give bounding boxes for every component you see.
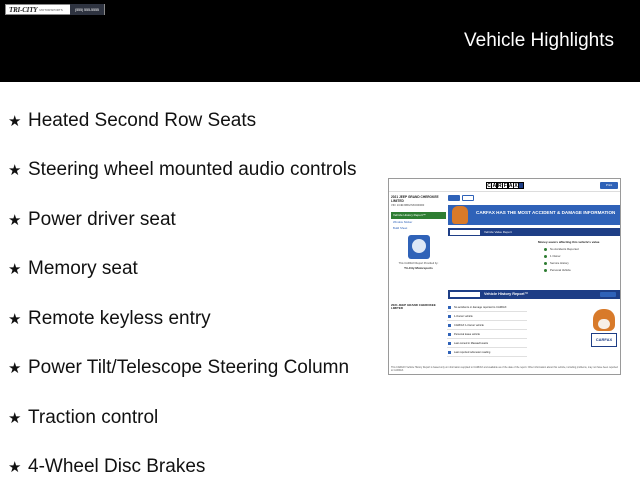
report-banner — [448, 205, 620, 225]
star-bullet-icon: ★ — [8, 360, 22, 378]
value-report-header — [448, 228, 620, 236]
dealer-logo[interactable] — [5, 4, 105, 15]
feature-item — [8, 443, 356, 480]
history-row: No accidents or damage reported to CARFAX — [447, 303, 527, 312]
feature-item — [8, 245, 356, 295]
history-left-column — [391, 304, 441, 311]
report-tab[interactable] — [462, 195, 474, 201]
header-bar — [0, 0, 640, 82]
report-vin: VIN: 1C4RJFBG7MC000000 — [391, 204, 425, 207]
value-line — [544, 247, 579, 251]
history-rows — [447, 303, 527, 357]
star-bullet-icon: ★ — [8, 261, 22, 279]
feature-item — [8, 96, 356, 146]
check-icon — [544, 248, 547, 251]
feature-text: 4-Wheel Disc Brakes — [28, 456, 206, 478]
value-line-text: Service History — [550, 261, 569, 265]
fox-face-icon — [598, 319, 610, 329]
carfax-logo — [486, 182, 524, 189]
star-bullet-icon: ★ — [8, 310, 22, 328]
value-line-text: No Accidents Reported — [550, 247, 579, 251]
report-main — [448, 195, 620, 278]
check-icon — [544, 269, 547, 272]
dealer-provided-by: This CARFAX Report Provided by: — [398, 262, 439, 265]
history-row: Last reported odometer reading — [447, 348, 527, 357]
feature-text: Remote keyless entry — [28, 307, 211, 329]
dealer-name: Tri-City Motorsports — [404, 265, 433, 270]
report-nav-item[interactable]: Build Sheet — [393, 226, 408, 230]
report-vehicle-name: 2021 JEEP GRAND CHEROKEE LIMITED — [391, 195, 439, 203]
carfax-mini-logo-icon — [450, 230, 480, 235]
star-bullet-icon: ★ — [8, 409, 22, 427]
feature-text: Steering wheel mounted audio controls — [28, 159, 357, 181]
value-report-body — [448, 236, 620, 278]
history-row: CARFAX 1-Owner vehicle — [447, 321, 527, 330]
feature-text: Traction control — [28, 406, 159, 428]
carfax-letter: F — [503, 183, 507, 189]
feature-text: Power driver seat — [28, 208, 176, 230]
value-line — [544, 261, 569, 265]
value-line — [544, 268, 571, 272]
feature-item — [8, 344, 356, 394]
feature-text: Memory seat — [28, 258, 138, 280]
value-report-title: Vehicle Value Report — [484, 230, 512, 234]
report-sidebar — [391, 195, 446, 270]
history-vehicle-name: 2021 JEEP GRAND CHEROKEE LIMITED — [391, 303, 436, 311]
carfax-report-thumbnail[interactable] — [388, 178, 621, 375]
logo-tagline: MOTORSPORTS — [39, 7, 63, 12]
flag-icon — [518, 182, 524, 189]
feature-text: Heated Second Row Seats — [28, 109, 257, 131]
star-bullet-icon: ★ — [8, 112, 22, 130]
carfax-letter: R — [498, 183, 502, 189]
history-row: Personal lease vehicle — [447, 330, 527, 339]
print-button[interactable]: Print — [600, 182, 618, 189]
fox-sign: CARFAX — [591, 333, 617, 347]
feature-item — [8, 195, 356, 245]
value-line — [544, 254, 561, 258]
history-row: Last owned in Massachusetts — [447, 339, 527, 348]
carfax-letter: A — [492, 183, 497, 189]
carfax-badge-icon — [408, 235, 430, 259]
page-title: Vehicle Highlights — [464, 30, 614, 51]
history-report-header — [448, 290, 620, 299]
feature-item — [8, 393, 356, 443]
star-bullet-icon: ★ — [8, 211, 22, 229]
banner-text: CARFAX HAS THE MOST ACCIDENT & DAMAGE INFORMATION — [476, 210, 616, 215]
feature-item — [8, 146, 356, 196]
history-row: 1-Owner vehicle — [447, 312, 527, 321]
check-icon — [544, 262, 547, 265]
report-tabs — [448, 195, 620, 202]
logo-name: TRI-CITY — [9, 5, 38, 14]
report-footer: This CARFAX Vehicle History Report is based only on information supplied to CARFAX and available as of the date of the report. Other information about this vehicle, including problems, may not have been reported to CARFAX. — [391, 366, 618, 372]
value-title: Money-savers affecting this vehicle's value — [538, 240, 600, 244]
check-icon — [544, 255, 547, 258]
carfax-letter: X — [514, 183, 518, 189]
value-line-text: Personal Vehicle — [550, 268, 571, 272]
logo-phone: (555) 555-5555 — [70, 4, 104, 15]
feature-list — [8, 96, 356, 480]
fox-mascot-large-icon — [589, 309, 619, 351]
feature-item — [8, 294, 356, 344]
history-view-button[interactable] — [600, 292, 616, 297]
fox-mascot-icon — [452, 206, 468, 224]
history-section — [448, 290, 620, 299]
report-topbar — [389, 179, 621, 192]
carfax-mini-logo-icon — [450, 292, 480, 297]
report-tab[interactable] — [448, 195, 460, 201]
star-bullet-icon: ★ — [8, 162, 22, 180]
history-report-title: Vehicle History Report™ — [484, 292, 529, 296]
feature-text: Power Tilt/Telescope Steering Column — [28, 357, 350, 379]
star-bullet-icon: ★ — [8, 459, 22, 477]
history-body — [389, 301, 621, 361]
report-nav-active[interactable]: Vehicle History Report™ — [391, 212, 446, 219]
carfax-letter: A — [508, 183, 513, 189]
value-line-text: 1 Owner — [550, 254, 561, 258]
report-nav-item[interactable]: Window Sticker — [393, 220, 413, 224]
carfax-letter: C — [487, 183, 491, 189]
